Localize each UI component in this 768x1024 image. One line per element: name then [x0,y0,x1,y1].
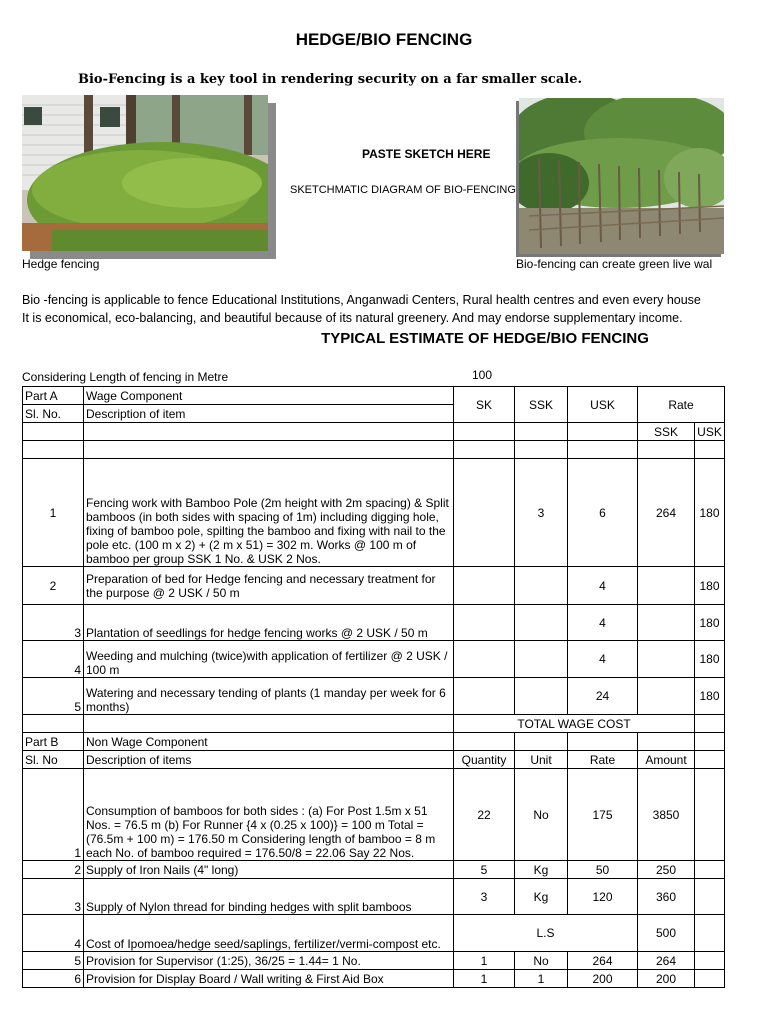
a-row-desc: Plantation of seedlings for hedge fencing works @ 2 USK / 50 m [84,605,454,641]
description-line-1: Bio -fencing is applicable to fence Educational Institutions, Anganwadi Centers, Rural health centres and even every house [22,293,701,307]
a-row-rate-usk: 180 [695,678,725,715]
a-row-desc: Preparation of bed for Hedge fencing and necessary treatment for the purpose @ 2 USK / 50 m [84,567,454,605]
a-row-desc: Fencing work with Bamboo Pole (2m height with 2m spacing) & Split bamboos (in both sides with spacing of 1m) including digging hole, fixing of bamboo pole, spilting the bamboo and fixing with nail to the pole etc. (100 m x 2) + (2 m x 51) = 302 m. Works @ 100 m of bamboo per group SSK 1 No. & USK 2 Nos. [84,459,454,567]
b-row-rate: 120 [568,879,638,915]
b-row-qty: 5 [454,861,515,879]
a-row-usk: 4 [568,641,638,678]
b-row-ls: L.S [454,915,638,952]
a-row-rate-usk: 180 [695,459,725,567]
a-row-sk [454,567,515,605]
b-row-sl: 6 [23,970,84,988]
a-row-sl: 3 [23,605,84,641]
estimate-title: TYPICAL ESTIMATE OF HEDGE/BIO FENCING [321,330,649,347]
sketch-placeholder: PASTE SKETCH HERE [362,147,491,161]
b-row-sl: 3 [23,879,84,915]
b-row-desc: Supply of Iron Nails (4" long) [84,861,454,879]
a-row-rate-usk: 180 [695,605,725,641]
table-row [23,733,725,751]
a-row-ssk [515,567,568,605]
header-sl-no: Sl. No. [23,405,84,423]
a-row-desc: Watering and necessary tending of plants (1 manday per week for 6 months) [84,678,454,715]
table-row [23,952,725,970]
header-description-b: Description of items [84,751,454,769]
a-row-rate-ssk [638,641,695,678]
table-row [23,861,725,879]
b-row-sl: 5 [23,952,84,970]
b-row-unit: Kg [515,861,568,879]
b-row-unit: 1 [515,970,568,988]
a-row-usk: 4 [568,567,638,605]
table-row [23,441,725,459]
b-row-rate: 175 [568,769,638,861]
header-rate: Rate [638,387,725,423]
table-row [23,715,725,733]
header-rate-b: Rate [568,751,638,769]
b-row-desc: Consumption of bamboos for both sides : (a) For Post 1.5m x 51 Nos. = 76.5 m (b) For Runner {4 x (0.25 x 100)} = 100 m Total = (76.5m + 100 m) = 176.50 m Considering length of bamboo = 8 m each No. of bamboo required = 176.50/8 = 22.06 Say 22 Nos. [84,769,454,861]
header-usk: USK [568,387,638,423]
a-row-sl: 5 [23,678,84,715]
b-row-amount: 264 [638,952,695,970]
a-row-sk [454,459,515,567]
description-line-2: It is economical, eco-balancing, and beautiful because of its natural greenery. And may endorse supplementary income. [22,311,683,325]
b-row-unit: No [515,769,568,861]
length-value: 100 [472,368,493,382]
page-title: HEDGE/BIO FENCING [295,30,473,49]
a-row-ssk [515,678,568,715]
a-row-ssk [515,605,568,641]
header-amount: Amount [638,751,695,769]
description-paragraph [22,291,757,327]
table-row [23,459,725,567]
a-row-rate-usk: 180 [695,567,725,605]
b-row-qty: 1 [454,970,515,988]
b-row-amount: 360 [638,879,695,915]
table-row [23,641,725,678]
header-rate-usk: USK [695,423,725,441]
a-row-sk [454,641,515,678]
b-row-unit: No [515,952,568,970]
a-row-rate-usk: 180 [695,641,725,678]
b-row-qty: 1 [454,952,515,970]
b-row-desc: Provision for Display Board / Wall writing & First Aid Box [84,970,454,988]
a-row-rate-ssk: 264 [638,459,695,567]
part-b-label: Part B [23,733,84,751]
a-row-sk [454,678,515,715]
b-row-desc: Supply of Nylon thread for binding hedges with split bamboos [84,879,454,915]
header-unit: Unit [515,751,568,769]
table-row [23,751,725,769]
header-ssk: SSK [515,387,568,423]
a-row-rate-ssk [638,605,695,641]
header-sk: SK [454,387,515,423]
total-wage-cost: TOTAL WAGE COST [454,715,695,733]
wage-component-label: Wage Component [84,387,454,405]
non-wage-component-label: Non Wage Component [84,733,454,751]
b-row-rate: 200 [568,970,638,988]
b-row-amount: 3850 [638,769,695,861]
header-quantity: Quantity [454,751,515,769]
a-row-ssk: 3 [515,459,568,567]
table-row [23,605,725,641]
subtitle: Bio-Fencing is a key tool in rendering security on a far smaller scale. [78,72,582,87]
header-sl-no-b: Sl. No [23,751,84,769]
length-label: Considering Length of fencing in Metre [22,370,229,384]
caption-hedge: Hedge fencing [22,257,100,271]
a-row-sl: 1 [23,459,84,567]
a-row-usk: 6 [568,459,638,567]
b-row-amount: 200 [638,970,695,988]
table-row [23,678,725,715]
caption-bio-fence: Bio-fencing can create green live wal [516,257,713,271]
b-row-desc: Cost of Ipomoea/hedge seed/saplings, fertilizer/vermi-compost etc. [84,915,454,952]
a-row-sl: 2 [23,567,84,605]
b-row-desc: Provision for Supervisor (1:25), 36/25 = 1.44= 1 No. [84,952,454,970]
b-row-sl: 4 [23,915,84,952]
b-row-rate: 50 [568,861,638,879]
b-row-sl: 1 [23,769,84,861]
a-row-sl: 4 [23,641,84,678]
a-row-usk: 24 [568,678,638,715]
a-row-desc: Weeding and mulching (twice)with application of fertilizer @ 2 USK / 100 m [84,641,454,678]
table-row [23,879,725,915]
estimate-table [22,386,725,988]
header-description: Description of item [84,405,454,423]
table-row [23,970,725,988]
a-row-rate-ssk [638,567,695,605]
table-row [23,423,725,441]
a-row-rate-ssk [638,678,695,715]
table-row [23,567,725,605]
hedge-photo [22,95,268,251]
b-row-qty: 3 [454,879,515,915]
b-row-qty: 22 [454,769,515,861]
a-row-usk: 4 [568,605,638,641]
part-a-label: Part A [23,387,84,405]
a-row-ssk [515,641,568,678]
b-row-amount: 250 [638,861,695,879]
b-row-rate: 264 [568,952,638,970]
table-row [23,769,725,861]
a-row-sk [454,605,515,641]
table-row [23,915,725,952]
sketch-title: SKETCHMATIC DIAGRAM OF BIO-FENCING [290,184,516,196]
b-row-sl: 2 [23,861,84,879]
b-row-amount: 500 [638,915,695,952]
bio-fence-photo [519,98,724,254]
b-row-unit: Kg [515,879,568,915]
header-rate-ssk: SSK [638,423,695,441]
